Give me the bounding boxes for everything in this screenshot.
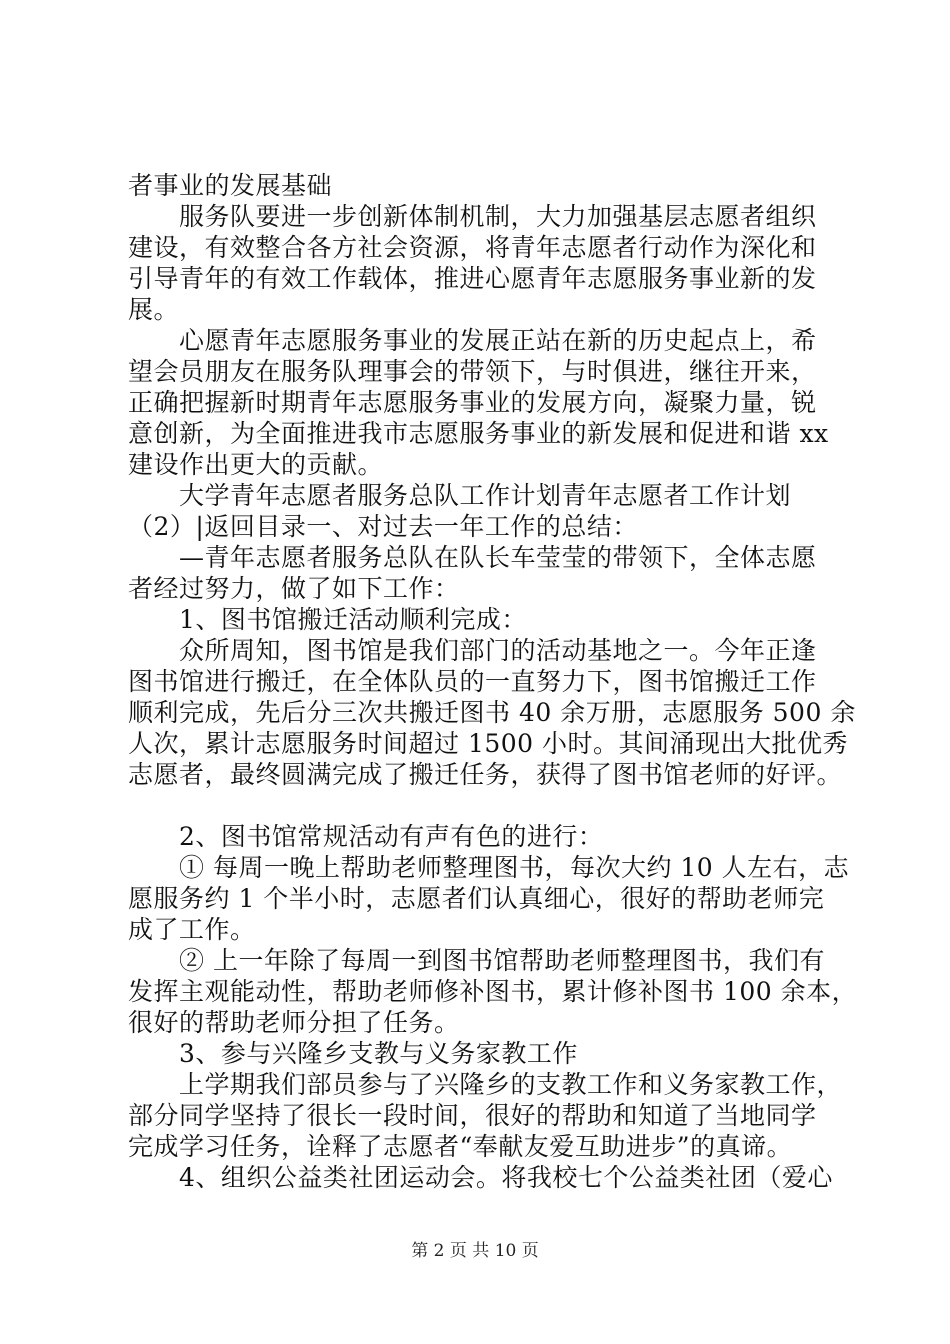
text-line: 顺利完成，先后分三次共搬迁图书 40 余万册，志愿服务 500 余 — [128, 698, 856, 727]
text-line: 展。 — [128, 295, 180, 324]
text-line: 愿服务约 1 个半小时，志愿者们认真细心，很好的帮助老师完 — [128, 884, 825, 913]
text-line: ① 每周一晚上帮助老师整理图书，每次大约 10 人左右，志 — [128, 853, 850, 882]
text-line: ② 上一年除了每周一到图书馆帮助老师整理图书，我们有 — [128, 946, 825, 975]
text-line: 众所周知，图书馆是我们部门的活动基地之一。今年正逢 — [128, 636, 817, 665]
text-line: 服务队要进一步创新体制机制，大力加强基层志愿者组织 — [128, 202, 817, 231]
page-number-footer: 第 2 页 共 10 页 — [411, 1241, 539, 1261]
text-line: 引导青年的有效工作载体，推进心愿青年志愿服务事业新的发 — [128, 264, 817, 293]
text-line: 4、组织公益类社团运动会。将我校七个公益类社团（爱心 — [128, 1163, 833, 1192]
text-line: —青年志愿者服务总队在队长车莹莹的带领下，全体志愿 — [128, 543, 817, 572]
text-line: 1、图书馆搬迁活动顺利完成： — [128, 605, 527, 634]
text-line: 人次，累计志愿服务时间超过 1500 小时。其间涌现出大批优秀 — [128, 729, 849, 758]
blank-line — [128, 790, 838, 821]
text-line: 2、图书馆常规活动有声有色的进行： — [128, 822, 604, 851]
text-line: 完成学习任务，诠释了志愿者“奉献友爱互助进步”的真谛。 — [128, 1132, 793, 1161]
text-line: 意创新，为全面推进我市志愿服务事业的新发展和促进和谐 xx — [128, 419, 829, 448]
text-line: 建设，有效整合各方社会资源，将青年志愿者行动作为深化和 — [128, 233, 817, 262]
text-line: 3、参与兴隆乡支教与义务家教工作 — [128, 1039, 578, 1068]
text-line: 正确把握新时期青年志愿服务事业的发展方向，凝聚力量，锐 — [128, 388, 817, 417]
text-line: 志愿者，最终圆满完成了搬迁任务，获得了图书馆老师的好评。 — [128, 760, 843, 789]
text-line: 成了工作。 — [128, 915, 256, 944]
text-line: 心愿青年志愿服务事业的发展正站在新的历史起点上，希 — [128, 326, 817, 355]
text-line: 上学期我们部员参与了兴隆乡的支教工作和义务家教工作， — [128, 1070, 843, 1099]
text-line: 建设作出更大的贡献。 — [128, 450, 384, 479]
text-line: 很好的帮助老师分担了任务。 — [128, 1008, 460, 1037]
text-line: 图书馆进行搬迁，在全体队员的一直努力下，图书馆搬迁工作 — [128, 667, 817, 696]
text-line: 者经过努力，做了如下工作： — [128, 574, 460, 603]
text-line: 部分同学坚持了很长一段时间，很好的帮助和知道了当地同学 — [128, 1101, 817, 1130]
text-line: 大学青年志愿者服务总队工作计划青年志愿者工作计划 — [128, 481, 792, 510]
text-line: 发挥主观能动性，帮助老师修补图书，累计修补图书 100 余本， — [128, 977, 858, 1006]
text-line: 者事业的发展基础 — [128, 171, 333, 200]
document-body — [128, 170, 858, 1193]
text-line: （2）|返回目录一、对过去一年工作的总结： — [128, 512, 638, 541]
text-line: 望会员朋友在服务队理事会的带领下，与时俱进，继往开来， — [128, 357, 817, 386]
